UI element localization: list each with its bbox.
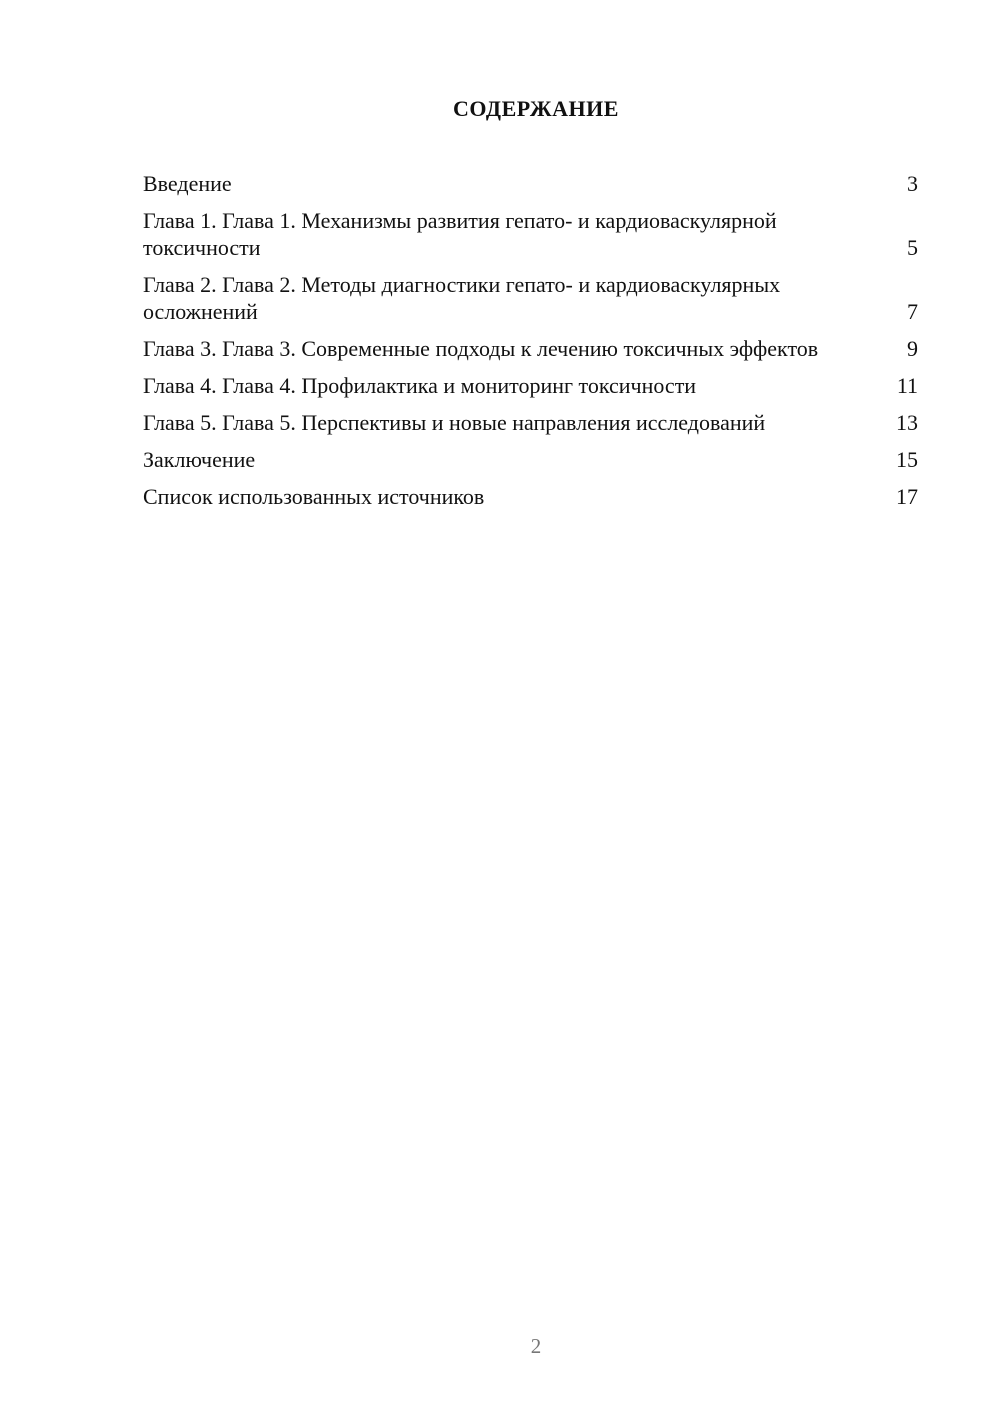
toc-entry-page: 7 <box>907 299 918 324</box>
toc-entry-chapter-4[interactable] <box>143 372 918 399</box>
toc-entry-chapter-2[interactable] <box>143 271 918 325</box>
page-number: 2 <box>530 1334 542 1358</box>
toc-entry-title: Глава 2. Глава 2. Методы диагностики гепато- и кардиоваскулярных осложнений <box>143 272 781 324</box>
toc-entry-title: Заключение <box>143 447 256 472</box>
toc-entry-title: Глава 4. Глава 4. Профилактика и мониторинг токсичности <box>143 373 697 398</box>
page-title: СОДЕРЖАНИЕ <box>453 96 619 121</box>
toc-entry-chapter-3[interactable] <box>143 335 918 362</box>
toc-entry-title: Введение <box>143 171 232 196</box>
toc-entry-title: Глава 3. Глава 3. Современные подходы к лечению токсичных эффектов <box>143 336 819 361</box>
toc-entry-title: Список использованных источников <box>143 484 485 509</box>
toc-entry-page: 5 <box>907 235 918 260</box>
toc-entry-introduction[interactable] <box>143 170 918 197</box>
toc-entry-conclusion[interactable] <box>143 446 918 473</box>
table-of-contents <box>143 170 918 520</box>
toc-entry-page: 13 <box>896 410 918 435</box>
toc-entry-chapter-1[interactable] <box>143 207 918 261</box>
toc-entry-title: Глава 1. Глава 1. Механизмы развития гепато- и кардиоваскулярной токсичности <box>143 208 777 260</box>
toc-entry-references[interactable] <box>143 483 918 510</box>
toc-entry-chapter-5[interactable] <box>143 409 918 436</box>
toc-entry-page: 9 <box>907 336 918 361</box>
toc-entry-page: 3 <box>907 171 918 196</box>
toc-entry-page: 11 <box>896 373 918 398</box>
toc-entry-page: 15 <box>896 447 918 472</box>
toc-entry-title: Глава 5. Глава 5. Перспективы и новые направления исследований <box>143 410 766 435</box>
toc-entry-page: 17 <box>896 484 918 509</box>
